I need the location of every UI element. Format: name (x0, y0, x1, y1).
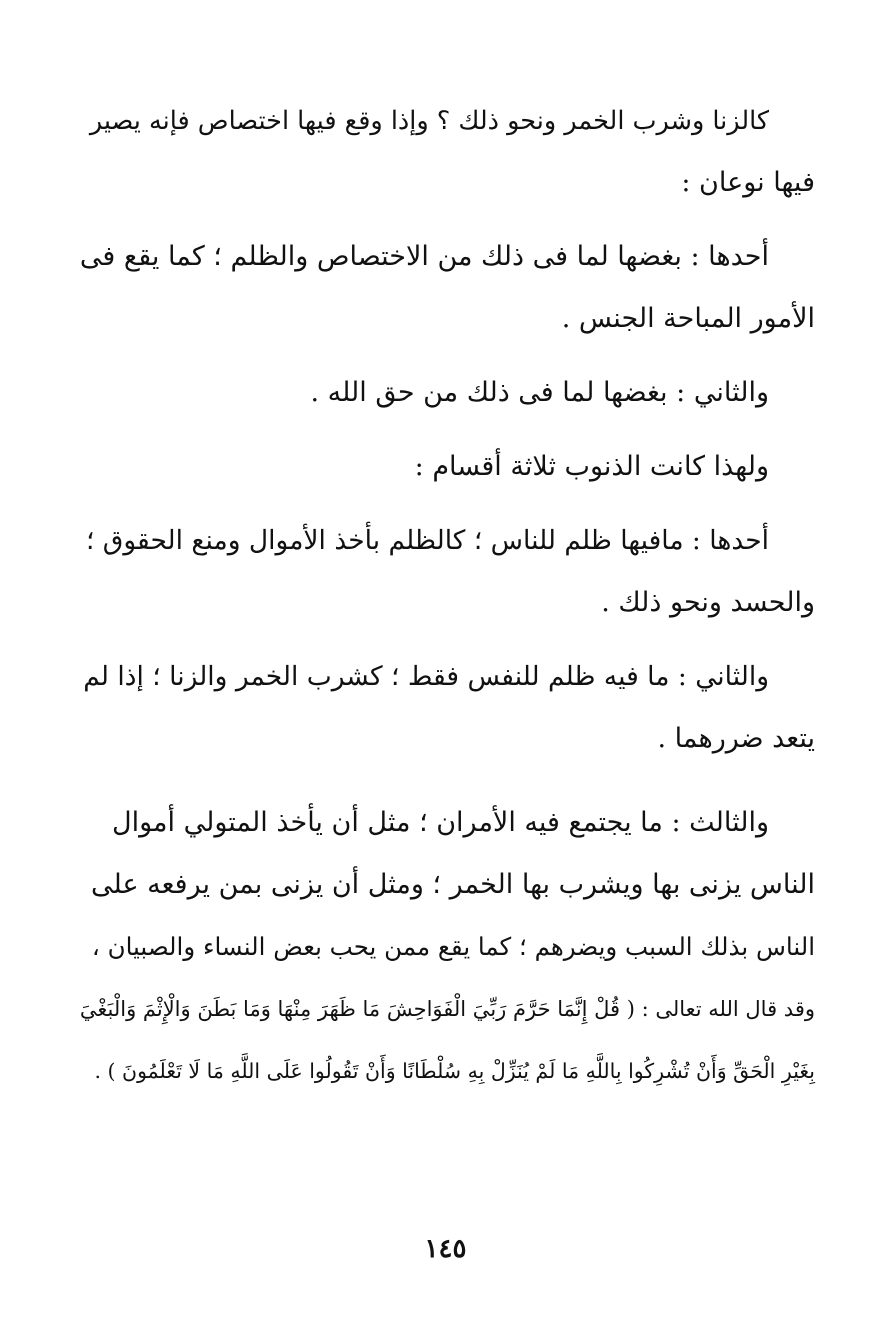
text-line: أحدها : مافيها ظلم للناس ؛ كالظلم بأخذ الأموال ومنع الحقوق ؛ (85, 525, 769, 556)
paragraph-category-two (80, 646, 815, 770)
text-line: يتعد ضررهما . (657, 723, 815, 754)
paragraph-second-type (80, 362, 815, 424)
quran-verse-line: وقد قال الله تعالى : ( قُلْ إِنَّمَا حَرَّمَ رَبِّيَ الْفَوَاحِشَ مَا ظَهَرَ مِنْهَا وَمَا بَطَنَ وَالْإِثْمَ وَالْبَغْيَ (79, 997, 815, 1021)
paragraph-category-one (80, 510, 815, 634)
text-line: كالزنا وشرب الخمر ونحو ذلك ؟ وإذا وقع فيها اختصاص فإنه يصير (89, 106, 769, 136)
text-line: الأمور المباحة الجنس . (561, 303, 815, 334)
page-body (80, 90, 815, 1114)
text-line: والثاني : بغضها لما فى ذلك من حق الله . (310, 377, 769, 408)
paragraph-three-categories (80, 436, 815, 498)
text-line: والثاني : ما فيه ظلم للنفس فقط ؛ كشرب الخمر والزنا ؛ إذا لم (83, 661, 769, 692)
page-number: ١٤٥ (424, 1234, 467, 1264)
text-line: فيها نوعان : (681, 167, 815, 198)
text-line: أحدها : بغضها لما فى ذلك من الاختصاص والظلم ؛ كما يقع فى (79, 241, 769, 272)
paragraph-first-type (80, 226, 815, 350)
paragraph-category-three (80, 792, 815, 1102)
quran-verse-line: بِغَيْرِ الْحَقِّ وَأَنْ تُشْرِكُوا بِاللَّهِ مَا لَمْ يُنَزِّلْ بِهِ سُلْطَانًا وَأَنْ تَقُولُوا عَلَى اللَّهِ مَا لَا تَعْلَمُونَ ) . (94, 1059, 815, 1083)
text-line: الناس يزنى بها ويشرب بها الخمر ؛ ومثل أن يزنى بمن يرفعه على (91, 869, 815, 900)
text-line: ولهذا كانت الذنوب ثلاثة أقسام : (414, 451, 769, 482)
text-line: والثالث : ما يجتمع فيه الأمران ؛ مثل أن يأخذ المتولي أموال (111, 807, 769, 838)
paragraph-intro (80, 90, 815, 214)
text-line: والحسد ونحو ذلك . (601, 587, 815, 618)
text-line: الناس بذلك السبب ويضرهم ؛ كما يقع ممن يحب بعض النساء والصبيان ، (91, 932, 815, 961)
